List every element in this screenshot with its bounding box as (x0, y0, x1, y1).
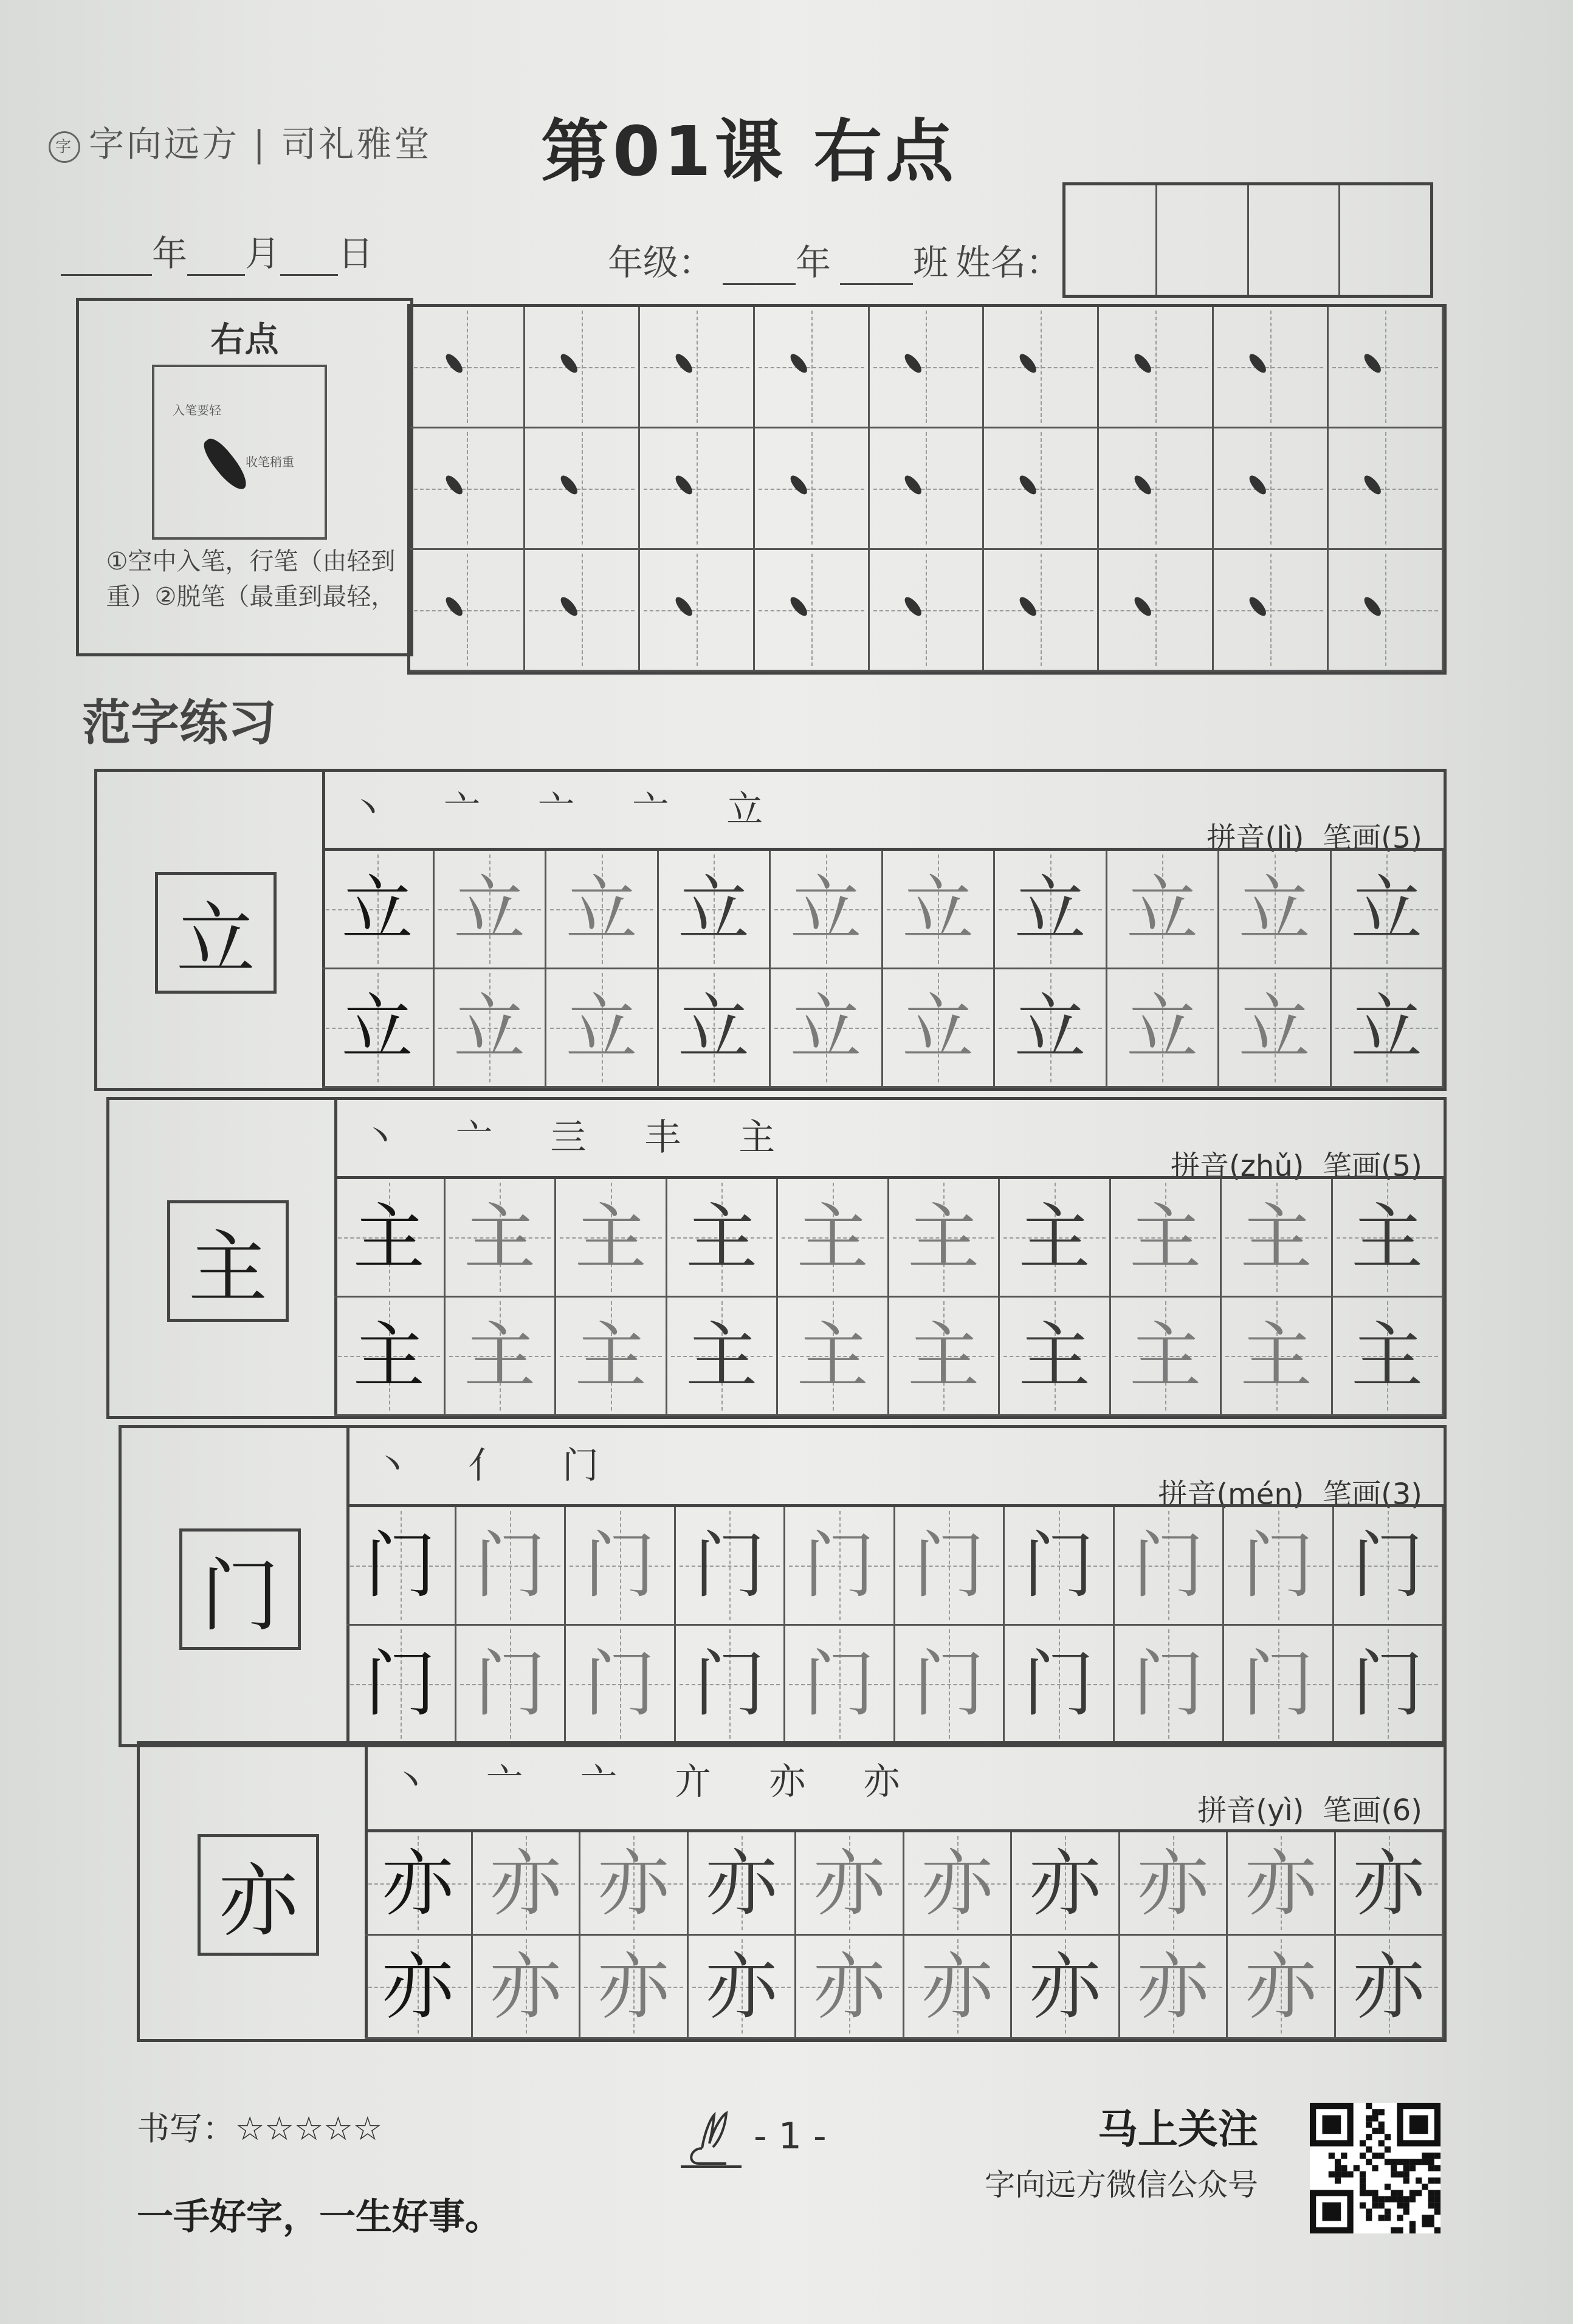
strokes-label: 笔画(6) (1323, 1793, 1422, 1827)
trace-char: 门 (1352, 1524, 1424, 1607)
trace-char: 主 (796, 1195, 869, 1279)
practice-cell[interactable] (365, 1936, 473, 2039)
trace-char: 门 (1242, 1524, 1314, 1607)
practice-cell[interactable] (365, 1832, 473, 1936)
trace-char: 立 (1014, 986, 1086, 1070)
trace-char: 亦 (489, 1944, 562, 2029)
practice-block-1 (94, 769, 1447, 1091)
trace-char: 亦 (382, 1841, 454, 1925)
trace-char: 立 (790, 986, 862, 1070)
practice-cell[interactable] (1332, 969, 1444, 1088)
practice-cell[interactable] (895, 1507, 1005, 1626)
practice-cell[interactable] (1000, 1179, 1111, 1298)
practice-cell[interactable] (435, 969, 547, 1088)
strokes-label: 笔画(3) (1323, 1477, 1422, 1511)
stroke-cell[interactable] (755, 307, 870, 428)
trace-char: 立 (341, 986, 413, 1070)
practice-cell[interactable] (889, 1298, 1000, 1416)
trace-char: 立 (565, 867, 638, 951)
day-label: 日 (338, 233, 374, 274)
trace-char: 立 (1126, 867, 1199, 951)
trace-char: 主 (353, 1314, 425, 1398)
practice-cell[interactable] (667, 1298, 779, 1416)
stroke-cell[interactable] (410, 550, 525, 672)
strokes-label: 笔画(5) (1323, 821, 1422, 855)
right-dot-stroke-icon (443, 473, 466, 497)
practice-cell[interactable] (556, 1179, 667, 1298)
trace-char: 主 (464, 1314, 536, 1398)
stroke-cell[interactable] (984, 307, 1099, 428)
practice-cell[interactable] (456, 1507, 566, 1626)
practice-cell[interactable] (895, 1626, 1005, 1744)
practice-cell[interactable] (1222, 1298, 1333, 1416)
trace-char: 立 (1014, 867, 1086, 951)
practice-cell[interactable] (1332, 851, 1444, 969)
strokes-label: 笔画(5) (1323, 1149, 1422, 1183)
trace-char: 门 (803, 1524, 875, 1607)
trace-char: 立 (902, 867, 974, 951)
follow-label: 马上关注 (1098, 2106, 1258, 2153)
trace-char: 亦 (597, 1944, 670, 2029)
practice-cell[interactable] (446, 1298, 557, 1416)
writing-grid[interactable] (346, 1504, 1444, 1744)
practice-cell[interactable] (904, 1936, 1013, 2039)
trace-char: 立 (1238, 867, 1310, 951)
right-dot-stroke-icon (1132, 351, 1154, 375)
practice-cell[interactable] (1334, 1507, 1444, 1626)
practice-cell[interactable] (1333, 1179, 1444, 1298)
name-boxes[interactable] (1062, 182, 1433, 298)
practice-cell[interactable] (1107, 851, 1220, 969)
stroke-cell[interactable] (525, 307, 640, 428)
right-dot-stroke-icon (1017, 351, 1039, 375)
trace-char: 立 (341, 867, 413, 951)
trace-char: 主 (1129, 1195, 1202, 1279)
right-dot-stroke-icon (1361, 473, 1384, 497)
year-label: 年 (152, 233, 188, 274)
right-dot-stroke-icon (902, 351, 924, 375)
practice-cell[interactable] (778, 1298, 889, 1416)
practice-cell[interactable] (346, 1626, 456, 1744)
trace-char: 亦 (921, 1841, 993, 1925)
right-dot-stroke-icon (1017, 473, 1039, 497)
pinyin-label: 拼音(lì) (1206, 821, 1304, 855)
practice-cell[interactable] (580, 1832, 689, 1936)
practice-cell[interactable] (322, 969, 435, 1088)
trace-char: 立 (1351, 867, 1423, 951)
trace-char: 立 (453, 986, 526, 1070)
practice-cell[interactable] (889, 1179, 1000, 1298)
right-dot-stroke-icon (558, 351, 580, 375)
brand-logo (49, 115, 432, 167)
trace-char: 亦 (597, 1841, 670, 1925)
page-title: 第01课 右点 (541, 112, 957, 191)
right-dot-stroke-icon (1247, 351, 1269, 375)
stroke-name: 右点 (210, 320, 279, 360)
writing-grid[interactable] (334, 1176, 1444, 1416)
trace-char: 主 (796, 1314, 869, 1398)
practice-cell[interactable] (676, 1626, 786, 1744)
practice-cell[interactable] (785, 1626, 895, 1744)
model-panel (140, 1744, 368, 2039)
model-char: 亦 (198, 1834, 319, 1956)
trace-char: 门 (1022, 1524, 1095, 1607)
practice-cell[interactable] (1336, 1832, 1444, 1936)
practice-cell[interactable] (796, 1936, 904, 2039)
trace-char: 立 (678, 867, 750, 951)
trace-char: 主 (907, 1314, 980, 1398)
practice-cell[interactable] (771, 969, 883, 1088)
trace-char: 亦 (1245, 1944, 1317, 2029)
trace-char: 门 (474, 1642, 546, 1726)
practice-cell[interactable] (1228, 1832, 1336, 1936)
practice-cell[interactable] (473, 1832, 581, 1936)
stroke-cell[interactable] (755, 550, 870, 672)
stroke-cell[interactable] (410, 307, 525, 428)
practice-cell[interactable] (1107, 969, 1220, 1088)
right-dot-stroke-icon (1017, 594, 1039, 618)
trace-char: 主 (574, 1314, 647, 1398)
right-dot-stroke-icon (902, 473, 924, 497)
practice-cell[interactable] (778, 1179, 889, 1298)
trace-char: 亦 (1029, 1944, 1101, 2029)
brand-text: 字向远方 | 司礼雅堂 (89, 123, 432, 165)
trace-char: 主 (1351, 1195, 1423, 1279)
practice-cell[interactable] (546, 851, 659, 969)
stroke-instructions: ①空中入笔，行笔（由轻到重）②脱笔（最重到最轻， (106, 548, 396, 611)
stroke-cell[interactable] (410, 428, 525, 550)
practice-cell[interactable] (1120, 1936, 1228, 2039)
trace-char: 亦 (1137, 1944, 1209, 2029)
stroke-cell[interactable] (640, 428, 755, 550)
right-dot-stroke-icon (673, 594, 695, 618)
trace-char: 立 (678, 986, 750, 1070)
model-char: 主 (167, 1200, 289, 1322)
month-label: 月 (245, 233, 281, 274)
pinyin-label: 拼音(zhǔ) (1170, 1149, 1304, 1183)
trace-char: 主 (686, 1195, 758, 1279)
stroke-cell[interactable] (870, 550, 985, 672)
motto: 一手好字，一生好事。 (137, 2196, 501, 2238)
trace-char: 亦 (813, 1841, 886, 1925)
trace-char: 立 (1126, 986, 1199, 1070)
practice-cell[interactable] (689, 1832, 797, 1936)
stroke-order: 丶 亠 亖 丰 主 (362, 1116, 799, 1159)
stroke-demo-panel (76, 298, 413, 656)
trace-char: 立 (1238, 986, 1310, 1070)
practice-cell[interactable] (435, 851, 547, 969)
class-label: 班 (913, 242, 949, 283)
right-dot-stroke-icon (1361, 594, 1384, 618)
practice-cell[interactable] (1111, 1298, 1222, 1416)
practice-cell[interactable] (334, 1179, 446, 1298)
model-panel (122, 1428, 349, 1744)
right-dot-stroke-icon (199, 434, 252, 495)
trace-char: 亦 (1137, 1841, 1209, 1925)
stroke-cell[interactable] (525, 428, 640, 550)
stroke-cell[interactable] (984, 428, 1099, 550)
practice-cell[interactable] (1012, 1832, 1120, 1936)
practice-cell[interactable] (667, 1179, 779, 1298)
trace-char: 立 (1351, 986, 1423, 1070)
trace-char: 主 (353, 1195, 425, 1279)
practice-cell[interactable] (995, 851, 1107, 969)
trace-char: 门 (913, 1524, 985, 1607)
practice-cell[interactable] (1336, 1936, 1444, 2039)
trace-char: 门 (803, 1642, 875, 1726)
right-dot-stroke-icon (673, 473, 695, 497)
right-dot-stroke-icon (787, 473, 810, 497)
right-dot-stroke-icon (1361, 351, 1384, 375)
stroke-cell[interactable] (1329, 550, 1444, 672)
stroke-cell[interactable] (525, 550, 640, 672)
practice-cell[interactable] (883, 851, 996, 969)
trace-char: 主 (1240, 1314, 1312, 1398)
stroke-cell[interactable] (870, 307, 985, 428)
model-char: 立 (155, 872, 277, 994)
pinyin-label: 拼音(mén) (1158, 1477, 1304, 1511)
practice-cell[interactable] (1224, 1626, 1334, 1744)
practice-cell[interactable] (546, 969, 659, 1088)
practice-cell[interactable] (1219, 969, 1332, 1088)
stroke-demo-box (152, 365, 327, 540)
trace-char: 门 (1132, 1524, 1205, 1607)
trace-char: 亦 (705, 1944, 777, 2029)
practice-cell[interactable] (1115, 1507, 1225, 1626)
writing-rating: 书写：☆☆☆☆☆ (137, 2109, 383, 2148)
section-title: 范字练习 (82, 695, 277, 751)
stroke-practice-grid[interactable] (407, 304, 1447, 675)
trace-char: 立 (453, 867, 526, 951)
trace-char: 门 (583, 1524, 656, 1607)
practice-cell[interactable] (1005, 1626, 1115, 1744)
practice-cell[interactable] (566, 1507, 676, 1626)
right-dot-stroke-icon (1247, 594, 1269, 618)
practice-cell[interactable] (785, 1507, 895, 1626)
practice-cell[interactable] (1219, 851, 1332, 969)
trace-char: 主 (1018, 1314, 1090, 1398)
practice-cell[interactable] (1224, 1507, 1334, 1626)
trace-char: 亦 (813, 1944, 886, 2029)
stroke-cell[interactable] (640, 307, 755, 428)
class-blank[interactable] (840, 259, 913, 285)
stroke-cell[interactable] (984, 550, 1099, 672)
trace-char: 亦 (921, 1944, 993, 2029)
page-number: - 1 - (754, 2115, 827, 2157)
practice-cell[interactable] (566, 1626, 676, 1744)
stroke-cell[interactable] (755, 428, 870, 550)
practice-cell[interactable] (346, 1507, 456, 1626)
trace-char: 亦 (1352, 1841, 1425, 1925)
month-blank[interactable] (187, 250, 245, 276)
practice-cell[interactable] (659, 969, 771, 1088)
practice-cell[interactable] (446, 1179, 557, 1298)
trace-char: 亦 (382, 1944, 454, 2029)
stroke-cell[interactable] (1099, 307, 1214, 428)
practice-cell[interactable] (1334, 1626, 1444, 1744)
stroke-cell[interactable] (1214, 428, 1329, 550)
account-label: 字向远方微信公众号 (985, 2167, 1258, 2202)
trace-char: 亦 (1029, 1841, 1101, 1925)
practice-cell[interactable] (904, 1832, 1013, 1936)
stroke-cell[interactable] (870, 428, 985, 550)
trace-char: 主 (686, 1314, 758, 1398)
trace-char: 主 (1351, 1314, 1423, 1398)
practice-cell[interactable] (1228, 1936, 1336, 2039)
day-blank[interactable] (280, 250, 338, 276)
trace-char: 门 (1242, 1642, 1314, 1726)
trace-char: 门 (364, 1642, 436, 1726)
trace-char: 亦 (1352, 1944, 1425, 2029)
rabbit-icon (678, 2106, 745, 2173)
stroke-cell[interactable] (1214, 307, 1329, 428)
trace-char: 亦 (705, 1841, 777, 1925)
trace-char: 门 (364, 1524, 436, 1607)
right-dot-stroke-icon (443, 594, 466, 618)
model-panel (97, 772, 325, 1088)
trace-char: 主 (1240, 1195, 1312, 1279)
pinyin-label: 拼音(yì) (1197, 1793, 1304, 1827)
trace-char: 门 (694, 1524, 766, 1607)
right-dot-stroke-icon (1247, 473, 1269, 497)
trace-char: 亦 (1245, 1841, 1317, 1925)
right-dot-stroke-icon (1132, 594, 1154, 618)
right-dot-stroke-icon (558, 473, 580, 497)
name-label: 姓名： (955, 242, 1062, 283)
trace-char: 主 (574, 1195, 647, 1279)
practice-cell[interactable] (1111, 1179, 1222, 1298)
year-blank[interactable] (61, 250, 152, 276)
entry-annotation: 入笔要轻 (173, 403, 221, 418)
trace-char: 门 (913, 1642, 985, 1726)
trace-char: 门 (1022, 1642, 1095, 1726)
trace-char: 主 (1018, 1195, 1090, 1279)
practice-cell[interactable] (1120, 1832, 1228, 1936)
model-char: 门 (179, 1528, 301, 1650)
trace-char: 门 (1132, 1642, 1205, 1726)
practice-block-4 (137, 1741, 1447, 2042)
grade-line (608, 234, 1061, 285)
right-dot-stroke-icon (1132, 473, 1154, 497)
trace-char: 门 (583, 1642, 656, 1726)
practice-cell[interactable] (1000, 1298, 1111, 1416)
practice-cell[interactable] (883, 969, 996, 1088)
practice-cell[interactable] (771, 851, 883, 969)
practice-cell[interactable] (1222, 1179, 1333, 1298)
stroke-cell[interactable] (1329, 307, 1444, 428)
trace-char: 立 (902, 986, 974, 1070)
char-meta (1197, 1787, 1422, 1829)
stroke-order: 丶 亠 亠 亠 立 (349, 788, 786, 831)
trace-char: 亦 (489, 1841, 562, 1925)
practice-block-2 (106, 1097, 1447, 1419)
right-dot-stroke-icon (787, 351, 810, 375)
date-line (61, 225, 373, 276)
writing-grid[interactable] (365, 1829, 1444, 2039)
trace-char: 主 (464, 1195, 536, 1279)
trace-char: 门 (694, 1642, 766, 1726)
stroke-cell[interactable] (1099, 550, 1214, 672)
practice-cell[interactable] (995, 969, 1107, 1088)
practice-cell[interactable] (456, 1626, 566, 1744)
trace-char: 主 (907, 1195, 980, 1279)
right-dot-stroke-icon (902, 594, 924, 618)
practice-block-3 (119, 1425, 1447, 1747)
trace-char: 门 (474, 1524, 546, 1607)
practice-cell[interactable] (676, 1507, 786, 1626)
writing-grid[interactable] (322, 848, 1444, 1088)
practice-cell[interactable] (322, 851, 435, 969)
practice-cell[interactable] (796, 1832, 904, 1936)
right-dot-stroke-icon (787, 594, 810, 618)
grade-label: 年级： (608, 242, 714, 283)
trace-char: 主 (1129, 1314, 1202, 1398)
stroke-cell[interactable] (1099, 428, 1214, 550)
trace-char: 立 (790, 867, 862, 951)
follow-block (985, 2097, 1258, 2204)
practice-cell[interactable] (1115, 1626, 1225, 1744)
practice-cell[interactable] (473, 1936, 581, 2039)
grade-year-blank[interactable] (723, 259, 796, 285)
right-dot-stroke-icon (673, 351, 695, 375)
stroke-cell[interactable] (1214, 550, 1329, 672)
qr-code-icon[interactable] (1310, 2103, 1440, 2233)
practice-cell[interactable] (689, 1936, 797, 2039)
practice-cell[interactable] (1333, 1298, 1444, 1416)
right-dot-stroke-icon (443, 351, 466, 375)
practice-cell[interactable] (580, 1936, 689, 2039)
stroke-cell[interactable] (1329, 428, 1444, 550)
grade-year-label: 年 (796, 242, 831, 283)
stroke-order: 丶 亠 亠 亣 亦 亦 (392, 1761, 923, 1803)
practice-cell[interactable] (1005, 1507, 1115, 1626)
seal-icon: 字 (49, 131, 80, 163)
exit-annotation: 收笔稍重 (246, 455, 294, 469)
right-dot-stroke-icon (558, 594, 580, 618)
model-panel (109, 1100, 337, 1416)
trace-char: 门 (1352, 1642, 1424, 1726)
trace-char: 立 (565, 986, 638, 1070)
practice-cell[interactable] (556, 1298, 667, 1416)
practice-cell[interactable] (334, 1298, 446, 1416)
practice-cell[interactable] (1012, 1936, 1120, 2039)
stroke-cell[interactable] (640, 550, 755, 672)
stroke-order: 丶 亻 门 (374, 1445, 622, 1487)
practice-cell[interactable] (659, 851, 771, 969)
